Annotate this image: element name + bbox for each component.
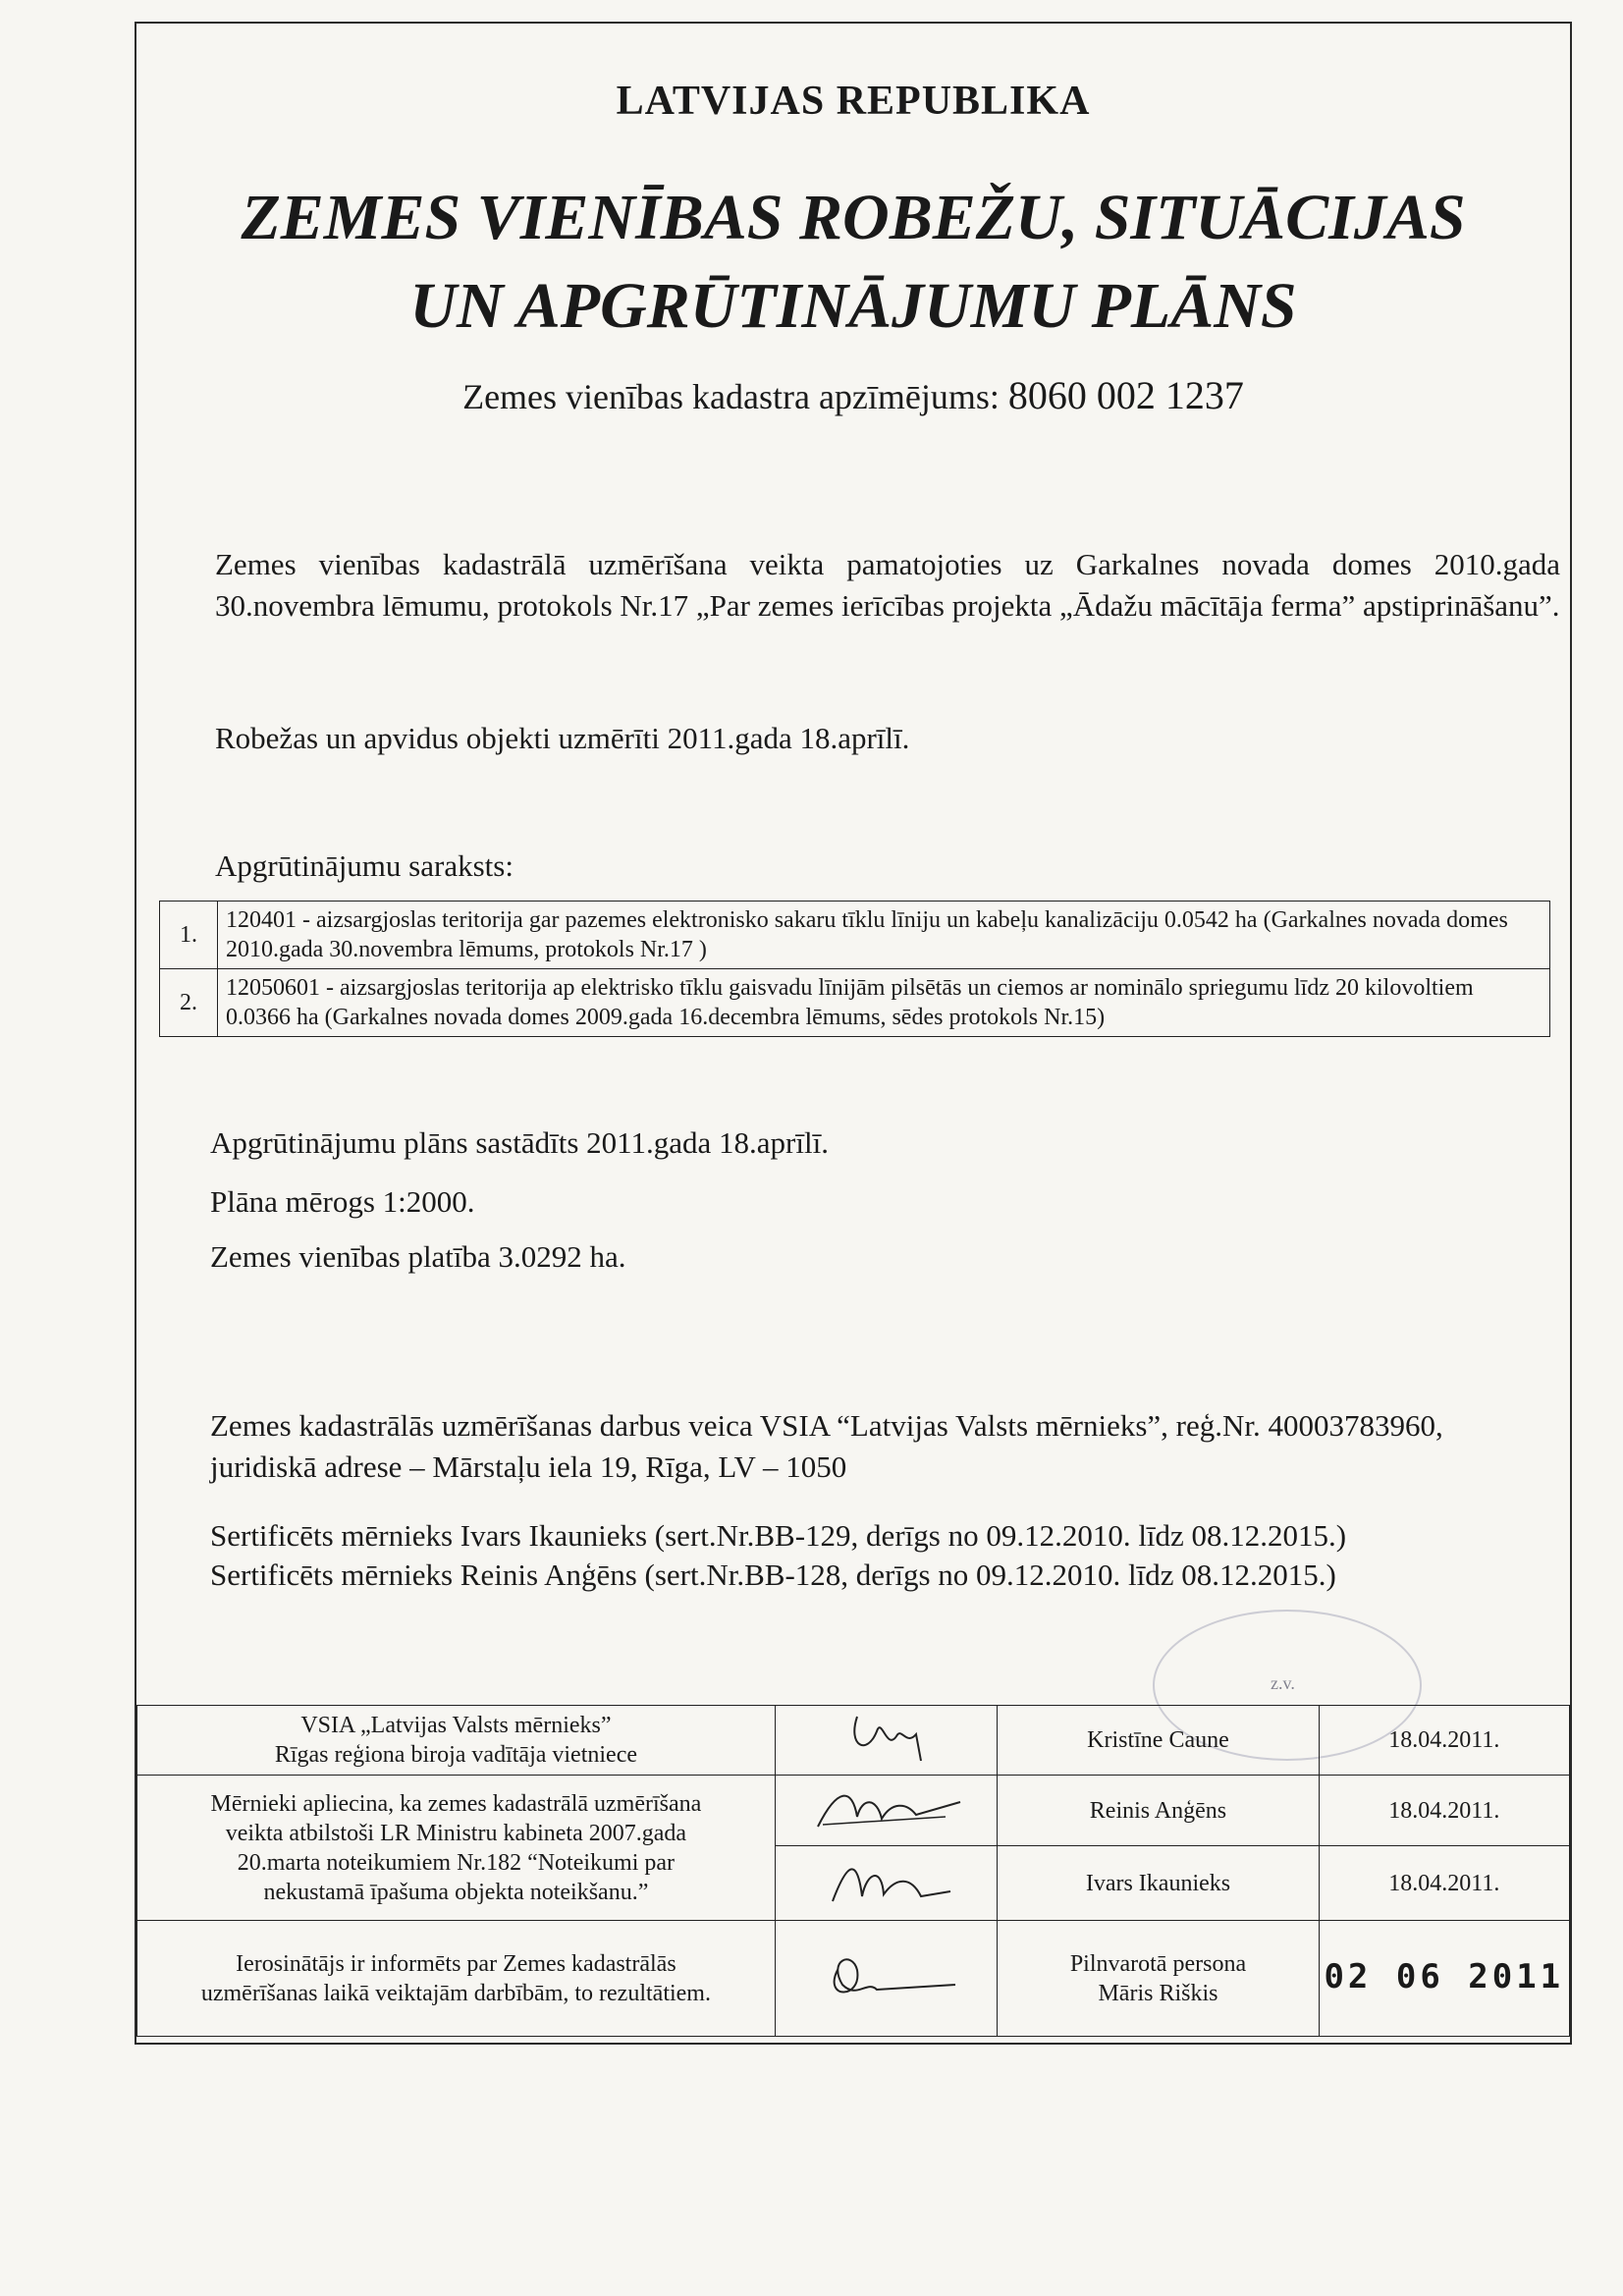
row1-description	[137, 1706, 776, 1776]
authorized-person-name: Māris Riškis	[1098, 1980, 1218, 2006]
signature-cell	[775, 1776, 997, 1846]
title-line-1: ZEMES VIENĪBAS ROBEŽU, SITUĀCIJAS	[241, 182, 1466, 253]
cadastre-number: 8060 002 1237	[1007, 373, 1244, 417]
cadastre-label: Zemes vienības kadastra apzīmējums:	[462, 377, 1000, 416]
authorized-person	[998, 1921, 1319, 2037]
row1-description-line: VSIA „Latvijas Valsts mērnieks”	[300, 1713, 612, 1738]
signature-cell	[775, 1921, 997, 2037]
seal-stamp-label: z.v.	[1271, 1673, 1295, 1693]
initiator-line: Ierosinātājs ir informēts par Zemes kadastrālās	[236, 1950, 676, 1977]
signature-cell	[775, 1706, 997, 1776]
encumbrance-number: 2.	[160, 969, 218, 1037]
encumbrance-text: 12050601 - aizsargjoslas teritorija ap elektrisko tīklu gaisvadu līnijām pilsētās un ciemos ar nominālo spriegumu līdz 20 kilovoltiem 0.0366 ha (Garkalnes novada domes 2009.gada 16.decembra lēmums, sēdes protokols Nr.15)	[218, 969, 1550, 1037]
survey-basis-text: Zemes vienības kadastrālā uzmērīšana veikta pamatojoties uz Garkalnes novada domes 2010.gada 30.novembra lēmumu, protokols Nr.17 „Par zemes ierīcības projekta „Ādažu mācītāja ferma” apstiprināšanu”.	[215, 547, 1560, 623]
attestation-line: veikta atbilstoši LR Ministru kabineta 2007.gada	[225, 1820, 687, 1846]
certificate-line-1: Sertificēts mērnieks Ivars Ikaunieks (sert.Nr.BB-129, derīgs no 09.12.2010. līdz 08.12.2015.)	[210, 1518, 1347, 1553]
attestation-line: Mērnieki apliecina, ka zemes kadastrālā uzmērīšana	[210, 1790, 702, 1817]
table-row	[137, 1921, 1570, 2037]
country-heading: LATVIJAS REPUBLIKA	[616, 79, 1091, 124]
encumbrance-text: 120401 - aizsargjoslas teritorija gar pazemes elektronisko sakaru tīklu līniju un kabeļu kanalizāciju 0.0542 ha (Garkalnes novada domes 2010.gada 30.novembra lēmums, protokols Nr.17 )	[218, 902, 1550, 969]
signature-angens	[798, 1777, 975, 1836]
table-row	[137, 1706, 1570, 1776]
signer-name: Reinis Anģēns	[998, 1776, 1319, 1846]
signature-cell	[775, 1846, 997, 1921]
surveyor-org-line-1: Zemes kadastrālās uzmērīšanas darbus veica VSIA “Latvijas Valsts mērnieks”, reģ.Nr. 40003783960,	[210, 1408, 1443, 1443]
cadastre-designation	[136, 372, 1570, 418]
table-row	[160, 902, 1550, 969]
table-row	[160, 969, 1550, 1037]
encumbrance-list-title: Apgrūtinājumu saraksts:	[215, 848, 514, 883]
authorized-person-role: Pilnvarotā persona	[1069, 1950, 1247, 1977]
document-frame	[135, 22, 1572, 2045]
signature-ikaunieks	[813, 1847, 960, 1911]
signer-name: Kristīne Caune	[998, 1706, 1319, 1776]
attestation-line: 20.marta noteikumiem Nr.182 “Noteikumi par	[237, 1849, 676, 1876]
initiator-notice	[137, 1921, 776, 2037]
title-line-2: UN APGRŪTINĀJUMU PLĀNS	[409, 270, 1297, 342]
surveyor-org-line-2: juridiskā adrese – Mārstaļu iela 19, Rīga, LV – 1050	[210, 1449, 847, 1484]
attestation-line: nekustamā īpašuma objekta noteikšanu.”	[263, 1879, 649, 1905]
signer-name: Ivars Ikaunieks	[998, 1846, 1319, 1921]
area-text: Zemes vienības platība 3.0292 ha.	[210, 1239, 626, 1274]
surveyor-attestation	[137, 1776, 776, 1921]
sign-date: 18.04.2011.	[1319, 1776, 1569, 1846]
signature-table	[136, 1705, 1570, 2037]
scale-text: Plāna mērogs 1:2000.	[210, 1184, 475, 1219]
sign-date	[1319, 1921, 1569, 2037]
encumbrance-number: 1.	[160, 902, 218, 969]
measured-date-text: Robežas un apvidus objekti uzmērīti 2011.gada 18.aprīlī.	[215, 721, 910, 755]
initiator-line: uzmērīšanas laikā veiktajām darbībām, to rezultātiem.	[200, 1980, 711, 2006]
signature-riskis	[808, 1941, 965, 2009]
row1-description-line: Rīgas reģiona biroja vadītāja vietniece	[274, 1742, 637, 1768]
stamped-date: 02 06 2011	[1324, 1956, 1565, 1996]
sign-date: 18.04.2011.	[1319, 1706, 1569, 1776]
sign-date: 18.04.2011.	[1319, 1846, 1569, 1921]
table-row	[137, 1776, 1570, 1846]
plan-made-text: Apgrūtinājumu plāns sastādīts 2011.gada 18.aprīlī.	[210, 1125, 829, 1160]
signature-caune	[828, 1707, 946, 1766]
certificate-line-2: Sertificēts mērnieks Reinis Anģēns (sert.Nr.BB-128, derīgs no 09.12.2010. līdz 08.12.2015.)	[210, 1558, 1336, 1592]
encumbrance-table	[159, 901, 1550, 1037]
